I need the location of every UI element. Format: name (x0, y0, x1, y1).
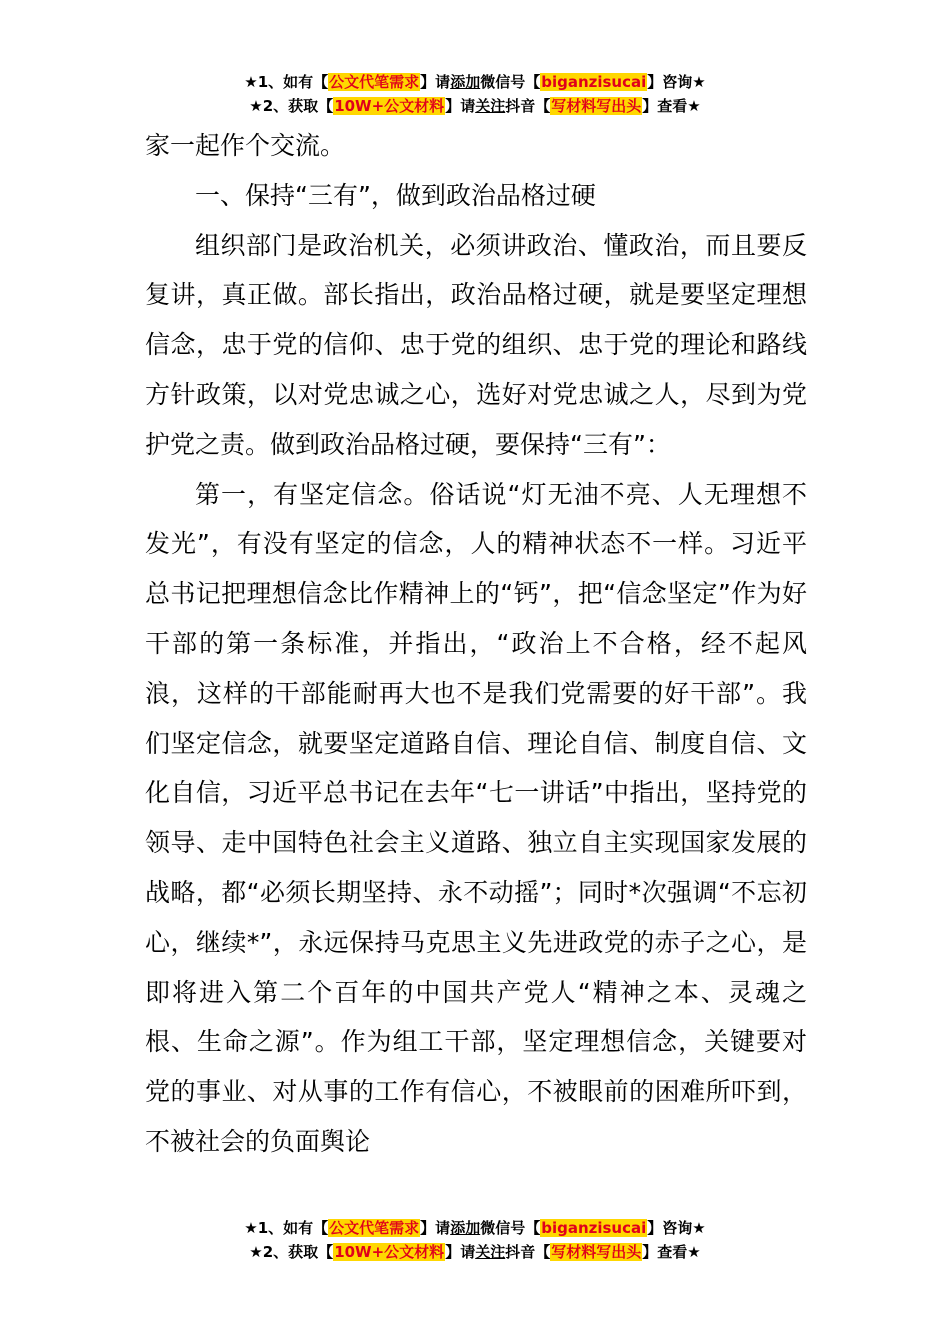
section-heading: 一、保持“三有”，做到政治品格过硬 (195, 180, 596, 210)
highlight-wechat-id: biganzisucai (541, 73, 647, 91)
paragraph: 组织部门是政治机关，必须讲政治、懂政治，而且要反复讲，真正做。部长指出，政治品格过硬，就是要坚定理想信念，忠于党的信仰、忠于党的组织、忠于党的理论和路线方针政策，以对党忠诚之心，选好对党忠诚之人，尽到为党护党之责。做到政治品格过硬，要保持“三有”： (145, 230, 807, 459)
header-banner (0, 70, 950, 118)
paragraph-continuation: 家一起作个交流。 (145, 131, 346, 160)
highlight-service: 公文代笔需求 (329, 73, 420, 91)
footer-banner (0, 1216, 950, 1264)
underline-add: 添加 (450, 73, 481, 91)
highlight-douyin: 写材料写出头 (551, 97, 642, 115)
underline-follow: 关注 (475, 1243, 506, 1261)
banner-line-1: ★1、如有【公文代笔需求】请添加微信号【biganzisucai】咨询★ (244, 73, 706, 91)
highlight-materials: 10W+公文材料 (334, 97, 445, 115)
highlight-wechat-id: biganzisucai (541, 1219, 647, 1237)
paragraph: 第一，有坚定信念。俗话说“灯无油不亮、人无理想不发光”，有没有坚定的信念，人的精神状态不一样。习近平总书记把理想信念比作精神上的“钙”，把“信念坚定”作为好干部的第一条标准，并指出，“政治上不合格，经不起风浪，这样的干部能耐再大也不是我们党需要的好干部”。我们坚定信念，就要坚定道路自信、理论自信、制度自信、文化自信，习近平总书记在去年“七一讲话”中指出，坚持党的领导、走中国特色社会主义道路、独立自主实现国家发展的战略，都“必须长期坚持、永不动摇”；同时*次强调“不忘初心，继续*”，永远保持马克思主义先进政党的赤子之心，是即将进入第二个百年的中国共产党人“精神之本、灵魂之根、生命之源”。作为组工干部，坚定理想信念，关键要对党的事业、对从事的工作有信心，不被眼前的困难所吓到，不被社会的负面舆论 (145, 479, 807, 1156)
highlight-service: 公文代笔需求 (329, 1219, 420, 1237)
underline-add: 添加 (450, 1219, 481, 1237)
highlight-douyin: 写材料写出头 (551, 1243, 642, 1261)
banner-line-2: ★2、获取【10W+公文材料】请关注抖音【写材料写出头】查看★ (249, 1243, 701, 1261)
underline-follow: 关注 (475, 97, 506, 115)
document-body (145, 121, 807, 1167)
banner-line-2: ★2、获取【10W+公文材料】请关注抖音【写材料写出头】查看★ (249, 97, 701, 115)
highlight-materials: 10W+公文材料 (334, 1243, 445, 1261)
banner-line-1: ★1、如有【公文代笔需求】请添加微信号【biganzisucai】咨询★ (244, 1219, 706, 1237)
